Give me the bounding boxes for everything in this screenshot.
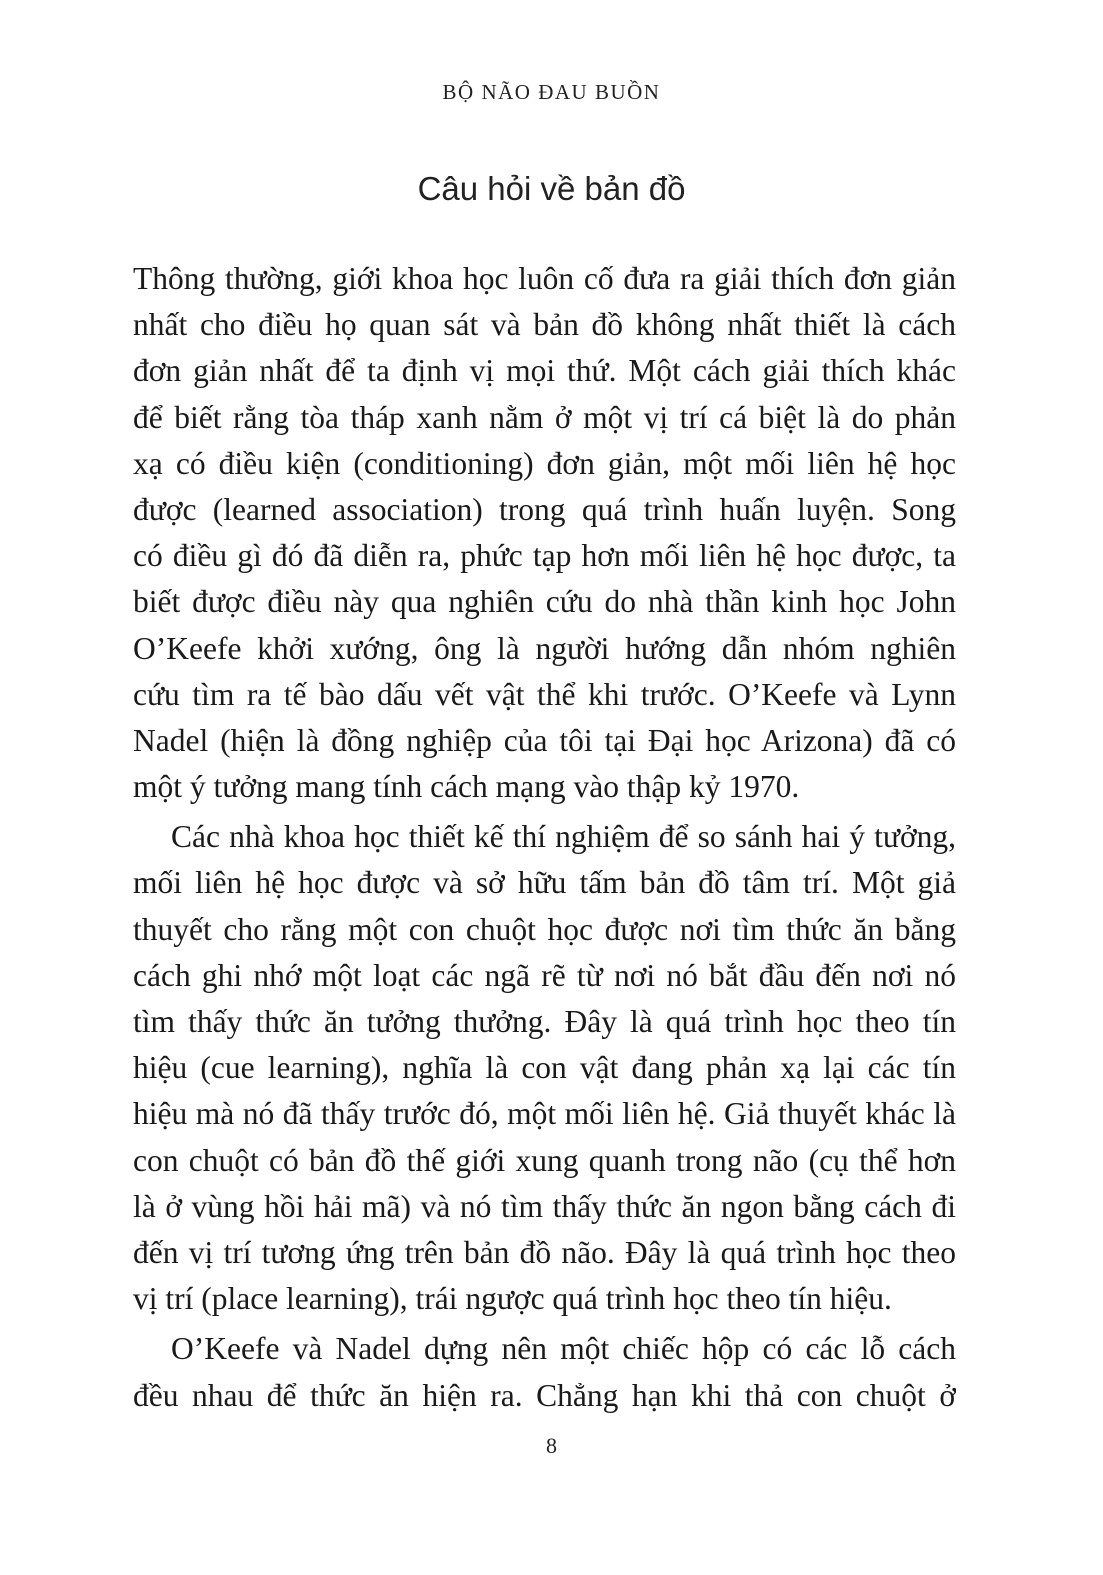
text-line: là ở vùng hồi hải mã) và nó tìm thấy thức ăn ngon bằng cách đi (133, 1188, 956, 1224)
text-line: được (learned association) trong quá trình huấn luyện. Song (133, 491, 956, 527)
text-line: một ý tưởng mang tính cách mạng vào thập kỷ 1970. (133, 769, 800, 805)
text-line: tìm thấy thức ăn tưởng thưởng. Đây là quá trình học theo tín (133, 1004, 956, 1039)
paragraph-1 (133, 256, 956, 810)
text-line: vị trí (place learning), trái ngược quá trình học theo tín hiệu. (133, 1281, 892, 1317)
text-line: Nadel (hiện là đồng nghiệp của tôi tại Đại học Arizona) đã có (133, 722, 956, 758)
text-line: đến vị trí tương ứng trên bản đồ não. Đây là quá trình học theo (133, 1234, 956, 1270)
text-line: O’Keefe khởi xướng, ông là người hướng dẫn nhóm nghiên (133, 630, 956, 666)
paragraph-2 (133, 814, 956, 1322)
running-head: BỘ NÃO ĐAU BUỒN (442, 80, 661, 104)
text-line: con chuột có bản đồ thế giới xung quanh trong não (cụ thể hơn (133, 1142, 956, 1178)
text-line: O’Keefe và Nadel dựng nên một chiếc hộp có các lỗ cách (171, 1331, 956, 1367)
body-text (133, 256, 956, 1419)
text-line: cách ghi nhớ một loạt các ngã rẽ từ nơi nó bắt đầu đến nơi nó (133, 957, 956, 993)
text-line: để biết rằng tòa tháp xanh nằm ở một vị trí cá biệt là do phản (133, 399, 956, 435)
text-line: hiệu (cue learning), nghĩa là con vật đang phản xạ lại các tín (133, 1050, 956, 1086)
text-line: xạ có điều kiện (conditioning) đơn giản, một mối liên hệ học (133, 445, 956, 481)
text-line: có điều gì đó đã diễn ra, phức tạp hơn mối liên hệ học được, ta (133, 538, 956, 574)
text-line: mối liên hệ học được và sở hữu tấm bản đồ tâm trí. Một giả (133, 865, 956, 901)
text-line: biết được điều này qua nghiên cứu do nhà thần kinh học John (133, 584, 956, 620)
text-line: nhất cho điều họ quan sát và bản đồ không nhất thiết là cách (133, 307, 956, 343)
text-line: thuyết cho rằng một con chuột học được nơi tìm thức ăn bằng (133, 911, 956, 947)
text-line: cứu tìm ra tế bào dấu vết vật thể khi trước. O’Keefe và Lynn (133, 676, 956, 712)
text-line: Các nhà khoa học thiết kế thí nghiệm để so sánh hai ý tưởng, (171, 819, 956, 855)
text-line: đơn giản nhất để ta định vị mọi thứ. Một cách giải thích khác (133, 353, 956, 389)
page-number: 8 (546, 1433, 557, 1458)
text-line: Thông thường, giới khoa học luôn cố đưa ra giải thích đơn giản (133, 261, 956, 296)
chapter-title: Câu hỏi về bản đồ (417, 170, 686, 207)
text-line: hiệu mà nó đã thấy trước đó, một mối liên hệ. Giả thuyết khác là (133, 1096, 956, 1132)
paragraph-3 (133, 1326, 956, 1418)
text-line: đều nhau để thức ăn hiện ra. Chẳng hạn khi thả con chuột ở (133, 1377, 956, 1413)
